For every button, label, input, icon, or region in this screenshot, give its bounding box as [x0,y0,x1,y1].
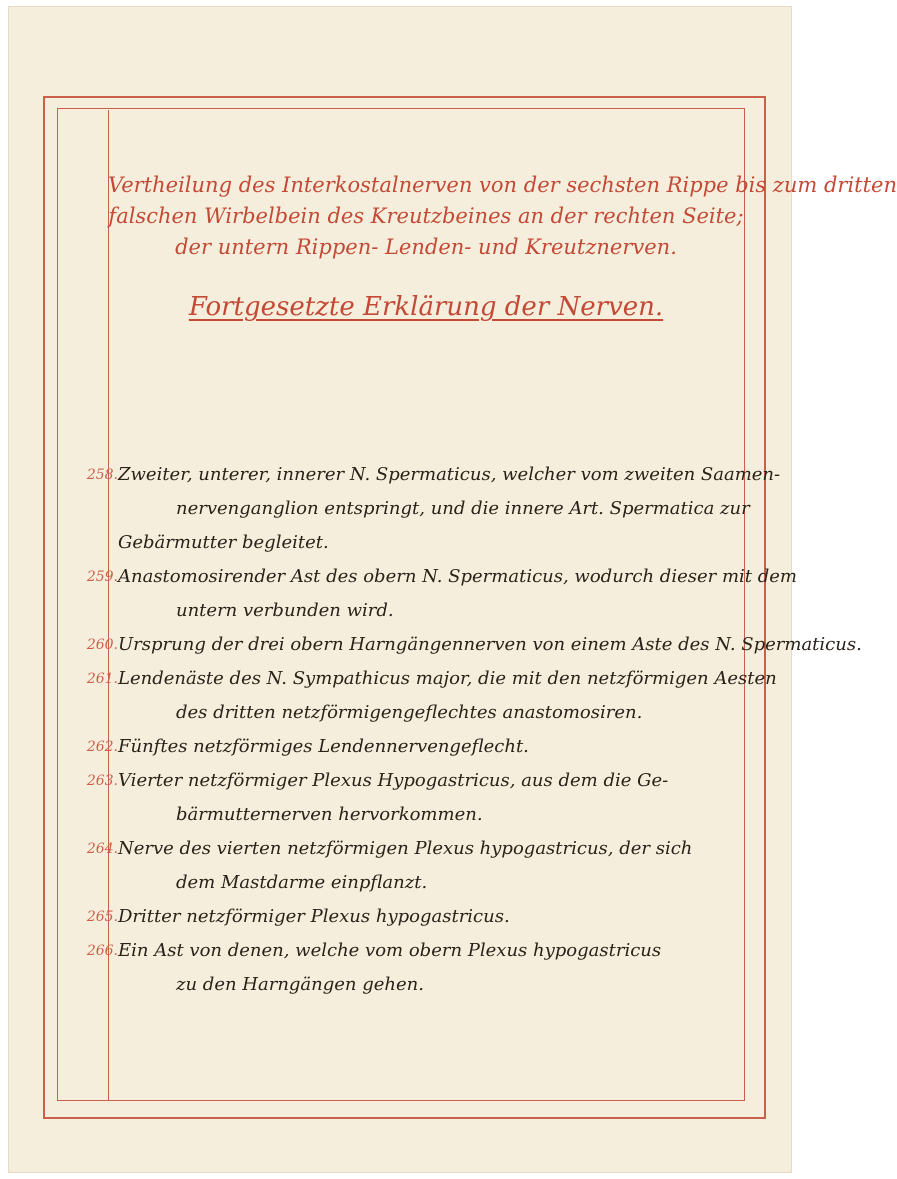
entry-263 [76,764,756,832]
heading [108,170,897,323]
entry-261 [76,662,777,730]
entry-line: Ein Ast von denen, welche vom obern Plexus hypogastricus [118,940,662,961]
entry-line: zu den Harngängen gehen. [176,974,424,995]
entry-line: Fünftes netzförmiges Lendennervengeflecht. [118,736,529,757]
entry-258 [76,458,781,560]
entry-266 [76,934,756,1002]
entry-line: Nerve des vierten netzförmigen Plexus hypogastricus, der sich [118,838,693,859]
entry-line: Zweiter, unterer, innerer N. Spermaticus, welcher vom zweiten Saamen- [118,464,781,485]
entry-262 [76,730,756,764]
title-line-1: Vertheilung des Interkostalnerven von der sechsten Rippe bis zum dritten [108,173,897,197]
entry-264 [76,832,756,900]
entry-line: Vierter netzförmiger Plexus Hypogastricus, aus dem die Ge- [118,770,669,791]
entry-260 [76,628,862,662]
entry-265 [76,900,756,934]
entry-number: 264. [86,841,118,857]
entry-number: 262. [86,739,118,755]
entry-line: des dritten netzförmigengeflechtes anastomosiren. [176,702,643,723]
entry-line: Dritter netzförmiger Plexus hypogastricus. [118,906,510,927]
entry-number: 263. [86,773,118,789]
entry-line: Lendenäste des N. Sympathicus major, die mit den netzförmigen Aesten [118,668,777,689]
entry-line: untern verbunden wird. [176,600,394,621]
entry-number: 265. [86,909,118,925]
entry-line: Gebärmutter begleitet. [118,532,329,553]
entry-line: bärmutternerven hervorkommen. [176,804,483,825]
entry-number: 260. [86,637,118,653]
entry-number: 261. [86,671,118,687]
entry-line: dem Mastdarme einpflanzt. [176,872,428,893]
title-line-2: falschen Wirbelbein des Kreutzbeines an der rechten Seite; [108,204,744,228]
entry-line: Ursprung der drei obern Harngängennerven von einem Aste des N. Spermaticus. [118,634,862,655]
entry-list [76,458,862,1002]
entry-line: Anastomosirender Ast des obern N. Spermaticus, wodurch dieser mit dem [118,566,797,587]
entry-line: nervenganglion entspringt, und die innere Art. Spermatica zur [176,498,750,519]
title-line-3: der untern Rippen- Lenden- und Kreutznerven. [175,235,677,259]
entry-number: 266. [86,943,118,959]
entry-number: 259. [86,569,118,585]
subtitle: Fortgesetzte Erklärung der Nerven. [188,292,664,322]
entry-259 [76,560,797,628]
entry-number: 258. [86,467,118,483]
